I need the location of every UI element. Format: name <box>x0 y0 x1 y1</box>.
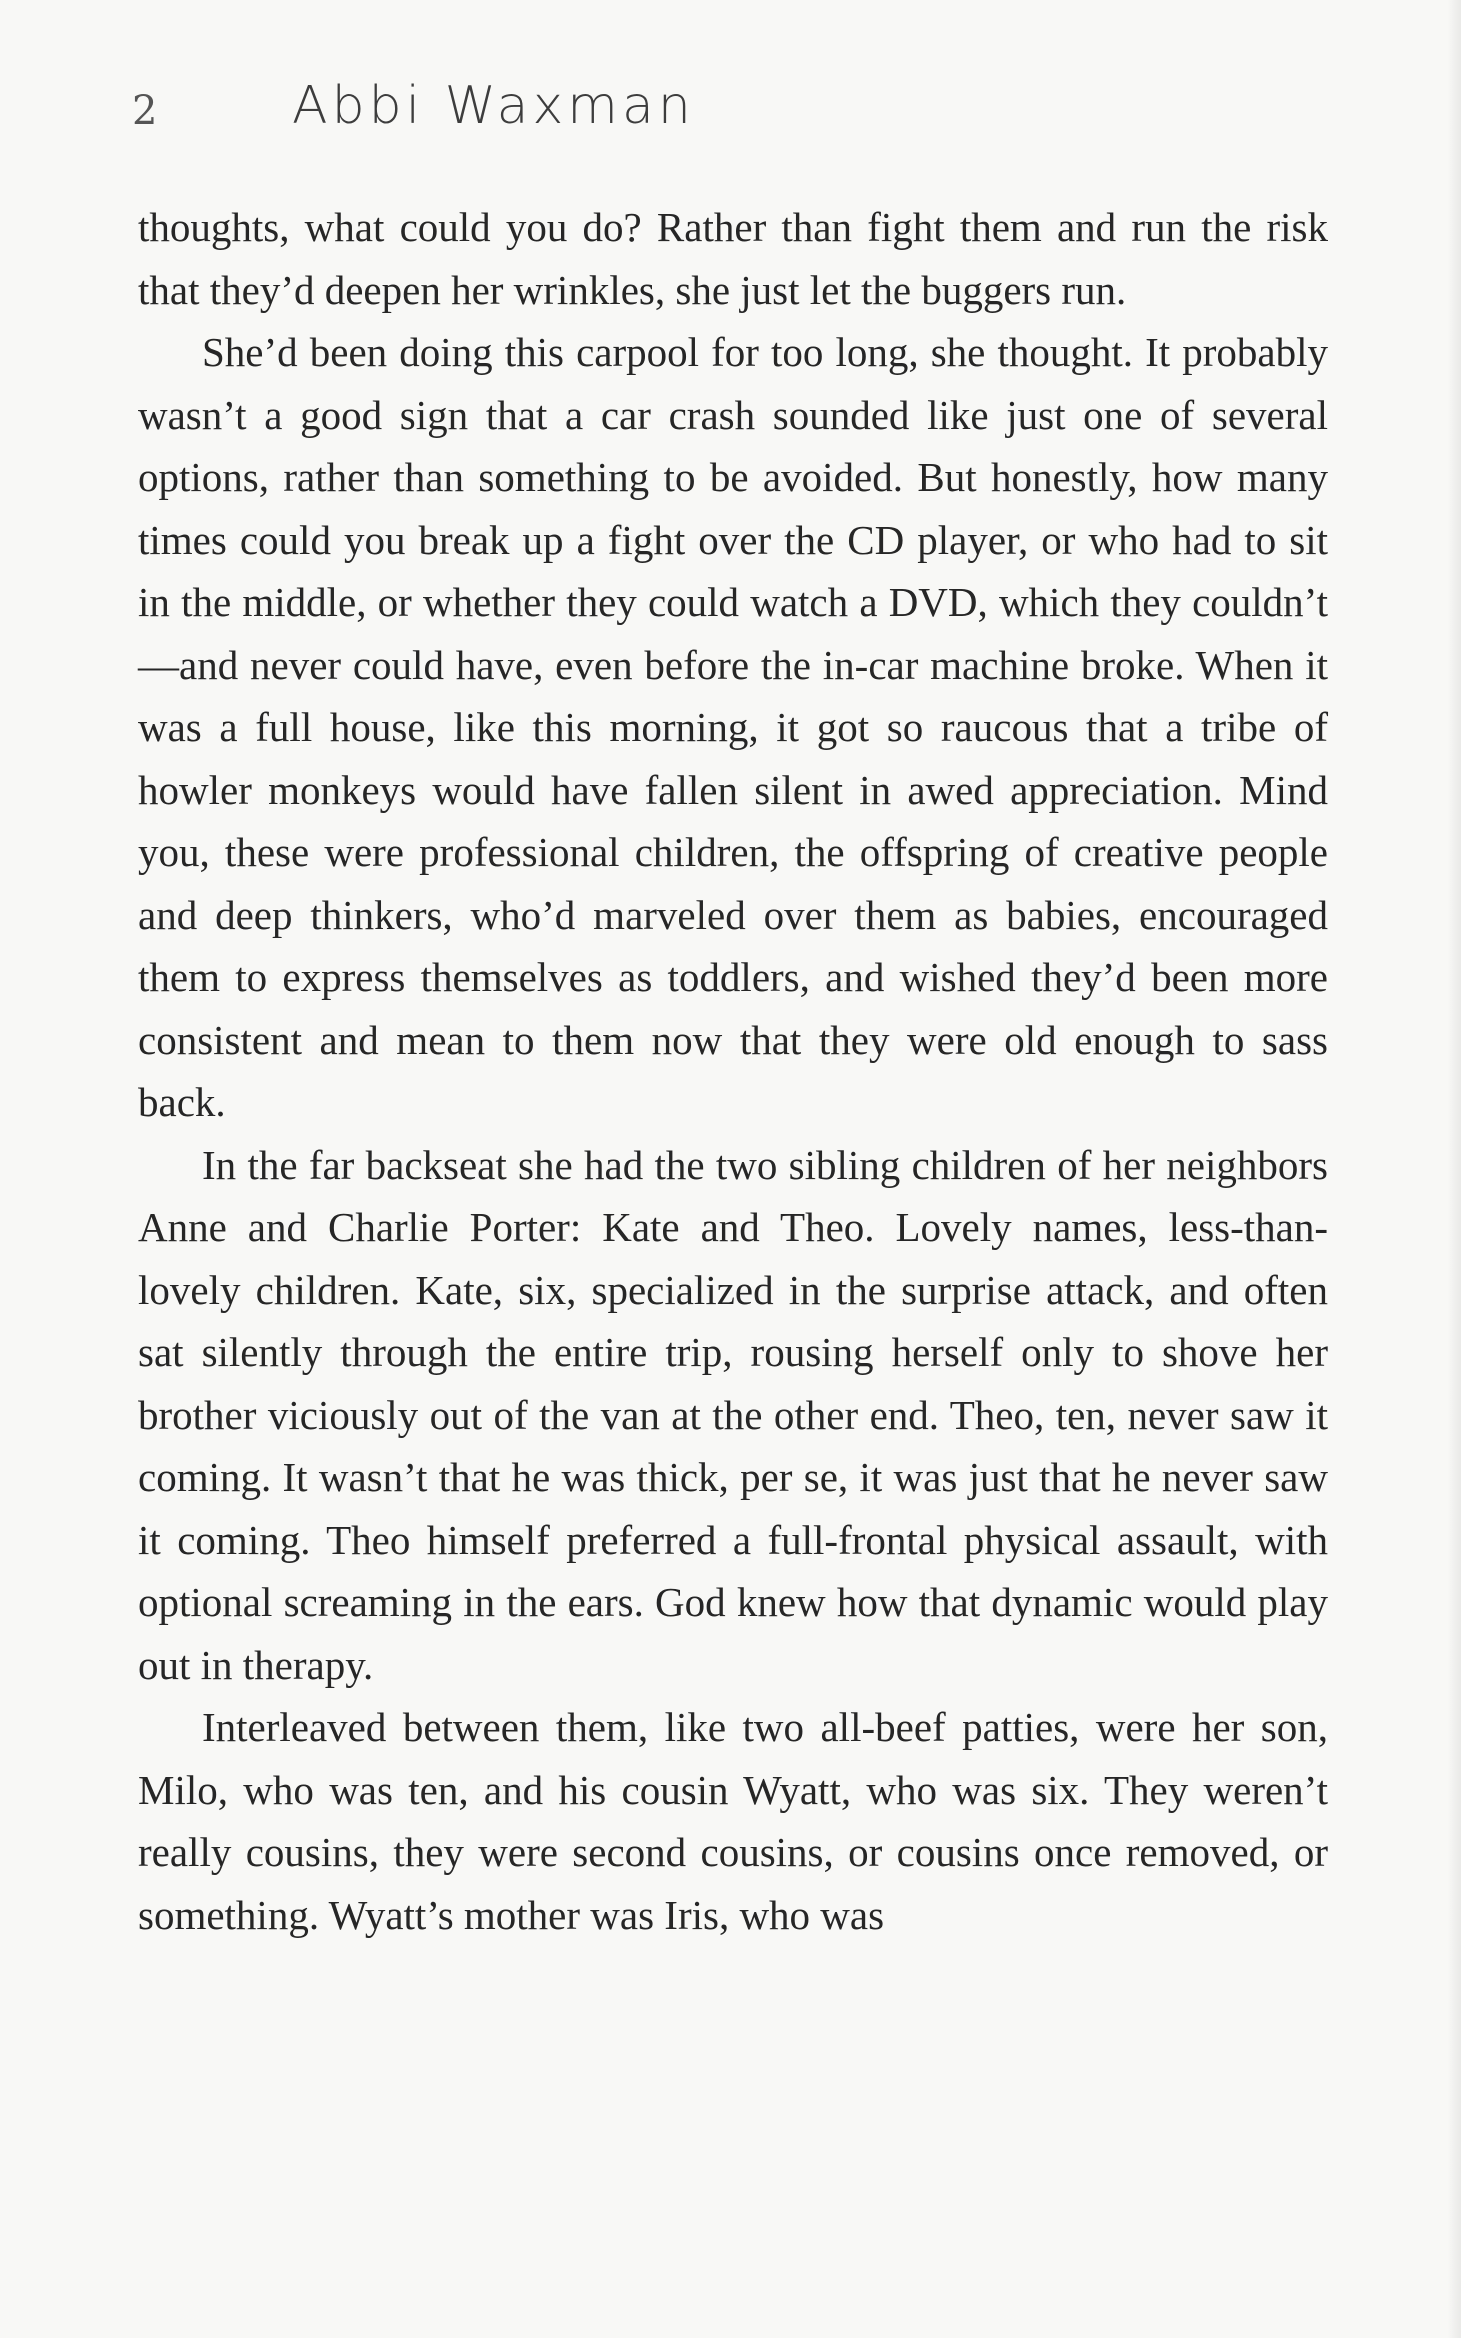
page-edge-shadow <box>1447 0 1461 2338</box>
body-text <box>138 196 1328 1946</box>
paragraph-continuation: thoughts, what could you do? Rather than fight them and run the risk that they’d deepen her wrinkles, she just let the buggers run. <box>138 204 1328 313</box>
author-name: Abbi Waxman <box>292 76 695 136</box>
paragraph-carpool: She’d been doing this carpool for too long, she thought. It probably wasn’t a good sign that a car crash sounded like just one of several options, rather than something to be avoided. But honestly, how many times could you break up a fight over the CD player, or who had to sit in the middle, or whether they could watch a DVD, which they couldn’t—and never could have, even before the in-car machine broke. When it was a full house, like this morning, it got so raucous that a tribe of howler monkeys would have fallen silent in awed appreciation. Mind you, these were professional children, the offspring of creative people and deep thinkers, who’d marveled over them as babies, encouraged them to express themselves as toddlers, and wished they’d been more consistent and mean to them now that they were old enough to sass back. <box>138 329 1328 1125</box>
paragraph-milo-wyatt: Interleaved between them, like two all-beef patties, were her son, Milo, who was ten, and his cousin Wyatt, who was six. They weren’t really cousins, they were second cousins, or cousins once removed, or something. Wyatt’s mother was Iris, who was <box>138 1704 1328 1938</box>
page-number: 2 <box>132 88 160 134</box>
paragraph-kate-theo: In the far backseat she had the two sibling children of her neighbors Anne and Charlie Porter: Kate and Theo. Lovely names, less-than-lovely children. Kate, six, specialized in the surprise attack, and often sat silently through the entire trip, rousing herself only to shove her brother viciously out of the van at the other end. Theo, ten, never saw it coming. It wasn’t that he was thick, per se, it was just that he never saw it coming. Theo himself preferred a full-frontal physical assault, with optional screaming in the ears. God knew how that dynamic would play out in therapy. <box>138 1141 1328 1688</box>
